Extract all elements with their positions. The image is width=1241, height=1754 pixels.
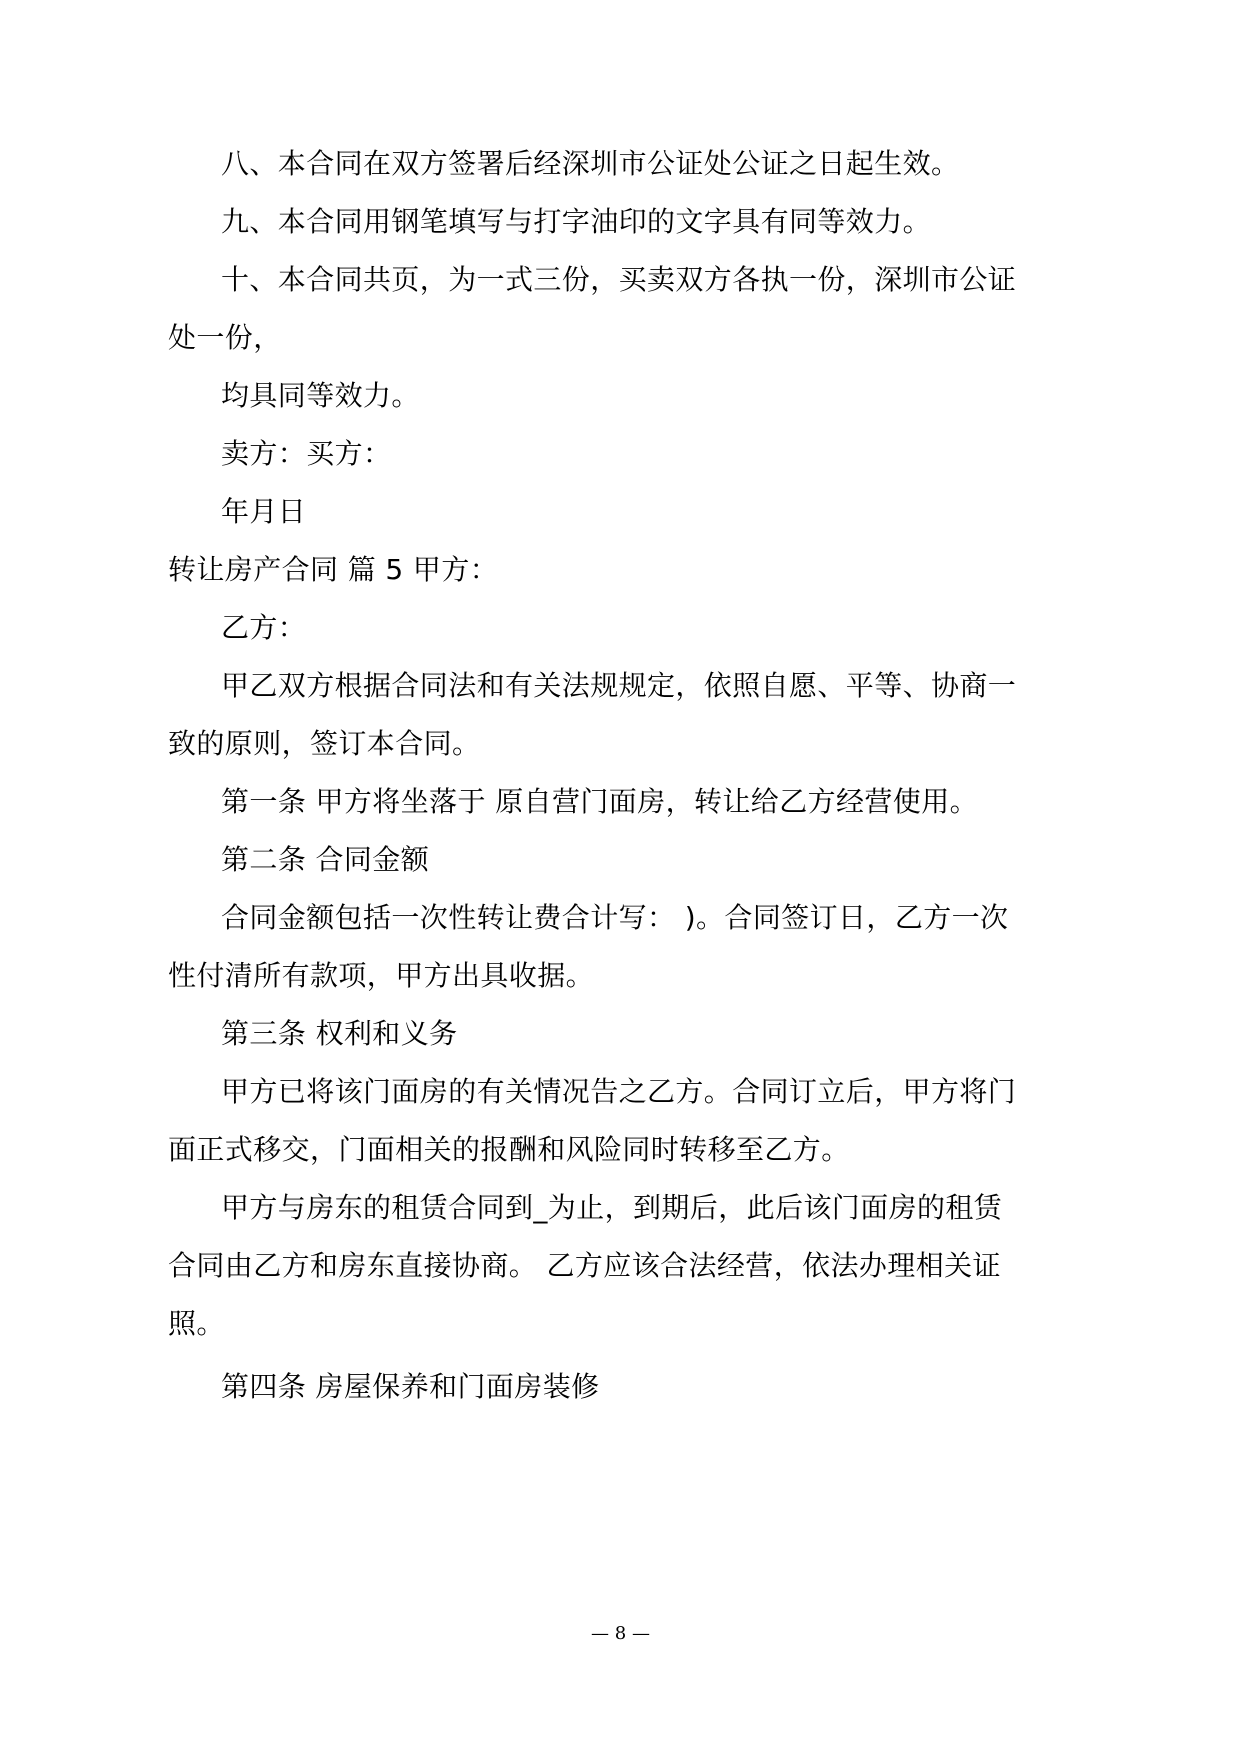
clause-9-line: 九、本合同用钢笔填写与打字油印的文字具有同等效力。 [221, 205, 932, 238]
article-1-line: 第一条 甲方将坐落于 原自营门面房，转让给乙方经营使用。 [221, 785, 979, 818]
article-2-line-1: 合同金额包括一次性转让费合计写： )。合同签订日，乙方一次 [221, 901, 1009, 934]
date-line: 年月日 [221, 495, 307, 528]
page-number: — 8 — [591, 1623, 650, 1644]
article-2-line-2: 性付清所有款项，甲方出具收据。 [168, 959, 595, 992]
article-3-heading: 第三条 权利和义务 [221, 1017, 458, 1050]
article-3-para-2-line-2: 合同由乙方和房东直接协商。 乙方应该合法经营，依法办理相关证 [168, 1249, 1001, 1282]
clause-10-line-2: 处一份， [168, 321, 282, 354]
clause-10-line-3: 均具同等效力。 [221, 379, 420, 412]
preamble-line-1: 甲乙双方根据合同法和有关法规规定，依照自愿、平等、协商一 [221, 669, 1017, 702]
section-heading: 转让房产合同 篇 5 甲方： [168, 553, 499, 586]
article-3-para-1-line-1: 甲方已将该门面房的有关情况告之乙方。合同订立后，甲方将门 [221, 1075, 1017, 1108]
article-3-para-2-line-1: 甲方与房东的租赁合同到_为止，到期后，此后该门面房的租赁 [221, 1191, 1003, 1224]
article-2-heading: 第二条 合同金额 [221, 843, 430, 876]
party-b-line: 乙方： [221, 611, 307, 644]
clause-10-line-1: 十、本合同共页，为一式三份，买卖双方各执一份，深圳市公证 [221, 263, 1017, 296]
clause-8-line: 八、本合同在双方签署后经深圳市公证处公证之日起生效。 [221, 147, 960, 180]
signature-parties-line: 卖方：买方： [221, 437, 392, 470]
article-4-heading: 第四条 房屋保养和门面房装修 [221, 1370, 600, 1403]
article-3-para-1-line-2: 面正式移交，门面相关的报酬和风险同时转移至乙方。 [168, 1133, 850, 1166]
article-3-para-2-line-3: 照。 [168, 1307, 225, 1340]
preamble-line-2: 致的原则，签订本合同。 [168, 727, 481, 760]
